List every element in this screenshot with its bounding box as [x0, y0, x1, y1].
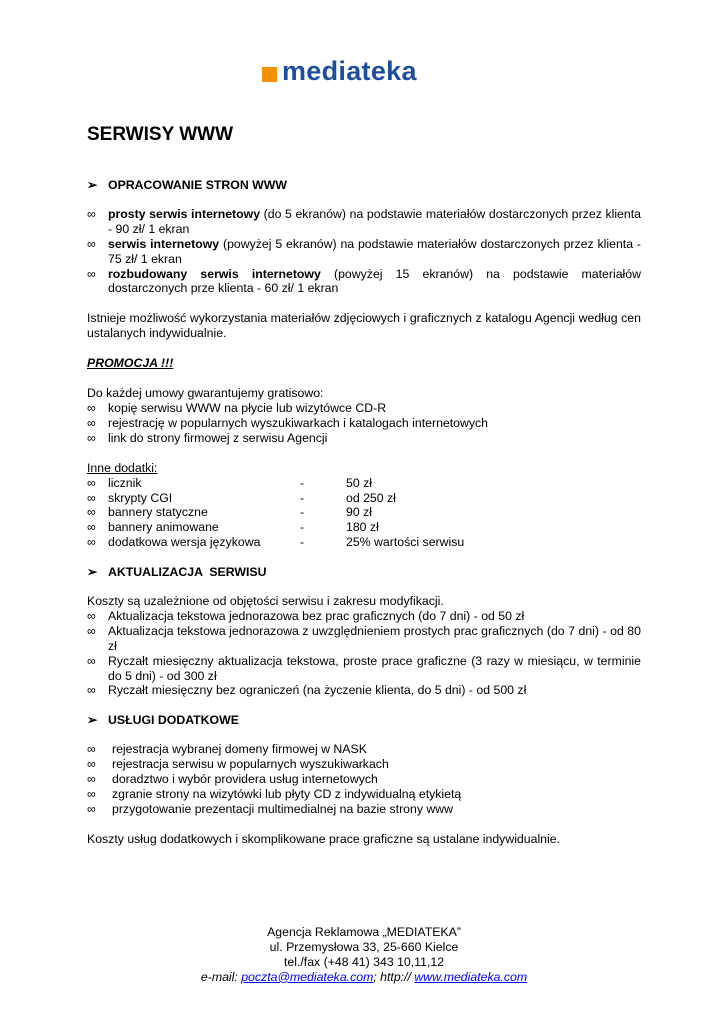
extra-name: skrypty CGI — [108, 490, 173, 505]
infinity-bullet-icon: ∞ — [87, 490, 96, 505]
infinity-bullet-icon: ∞ — [87, 475, 96, 490]
infinity-bullet-icon: ∞ — [87, 236, 96, 251]
footer-phone: tel./fax (+48 41) 343 10,11,12 — [283, 954, 445, 969]
extra-name: licznik — [108, 475, 142, 490]
logo-square-icon — [262, 67, 277, 82]
item-text: doradztwo i wybór providera usług internetowych — [112, 772, 378, 787]
infinity-bullet-icon: ∞ — [87, 535, 96, 550]
infinity-bullet-icon: ∞ — [87, 608, 96, 623]
free-intro: Do każdej umowy gwarantujemy gratisowo: — [87, 386, 324, 401]
infinity-bullet-icon: ∞ — [87, 772, 96, 787]
website-types-list — [87, 207, 641, 296]
extra-dash: - — [300, 505, 305, 520]
item-text: kopię serwisu WWW na płycie lub wizytówce CD-R — [108, 400, 387, 415]
item-text: Ryczałt miesięczny aktualizacja tekstowa, proste prace graficzne (3 razy w miesiącu, w terminie do 5 dni) - od 300 zł — [108, 653, 641, 683]
infinity-bullet-icon: ∞ — [87, 430, 96, 445]
extra-price: od 250 zł — [346, 490, 396, 505]
arrow-bullet-icon: ➢ — [87, 565, 98, 580]
infinity-bullet-icon: ∞ — [87, 757, 96, 772]
list-item — [87, 520, 641, 535]
extras-title: Inne dodatki: — [87, 460, 158, 475]
extra-price: 90 zł — [346, 505, 372, 520]
update-intro: Koszty są uzależnione od objętości serwisu i zakresu modyfikacji. — [87, 594, 444, 609]
infinity-bullet-icon: ∞ — [87, 653, 96, 668]
list-item — [87, 624, 641, 654]
catalog-paragraph: Istnieje możliwość wykorzystania materiałów zdjęciowych i graficznych z katalogu Agencji według cen ustalanych indywidualnie. — [87, 311, 641, 341]
list-item — [87, 416, 641, 431]
promo-label: PROMOCJA !!! — [87, 356, 174, 371]
item-text: przygotowanie prezentacji multimedialnej na bazie strony www — [112, 801, 454, 816]
footer-contact-line — [87, 970, 641, 985]
logo-text: mediateka — [282, 55, 417, 86]
infinity-bullet-icon: ∞ — [87, 206, 96, 221]
list-item — [87, 654, 641, 684]
infinity-bullet-icon: ∞ — [87, 623, 96, 638]
list-item — [87, 476, 641, 491]
list-item — [87, 401, 641, 416]
list-item — [87, 237, 641, 267]
section-heading-text: AKTUALIZACJA SERWISU — [108, 565, 267, 580]
list-item — [87, 683, 641, 698]
email-link[interactable]: poczta@mediateka.com — [241, 969, 374, 984]
extra-dash: - — [300, 490, 305, 505]
extra-price: 50 zł — [346, 475, 372, 490]
extra-name: dodatkowa wersja językowa — [108, 535, 261, 550]
item-text: (powyżej 15 ekranów) na podstawie materiałów dostarczonych prze klienta - 60 zł/ 1 ekran — [108, 266, 642, 296]
item-text: (do 5 ekranów) na podstawie materiałów dostarczonych przez klienta - 90 zł/ 1 ekran — [108, 206, 641, 236]
item-text: Aktualizacja tekstowa jednorazowa z uwzględnieniem prostych prac graficznych (do 7 dni) - od 80 zł — [108, 623, 641, 653]
infinity-bullet-icon: ∞ — [87, 801, 96, 816]
list-item — [87, 505, 641, 520]
mediateka-logo — [262, 56, 417, 86]
website-link[interactable]: www.mediateka.com — [414, 969, 528, 984]
infinity-bullet-icon: ∞ — [87, 787, 96, 801]
extra-price: 180 zł — [346, 520, 379, 535]
item-text: zgranie strony na wizytówki lub płyty CD z indywidualną etykietą — [112, 787, 462, 801]
item-text: rejestracja serwisu w popularnych wyszukiwarkach — [112, 757, 389, 772]
free-items-list — [87, 401, 641, 446]
item-bold-text: serwis internetowy — [108, 236, 220, 251]
footer-company: Agencja Reklamowa „MEDIATEKA” — [267, 925, 461, 939]
list-item — [87, 609, 641, 624]
list-item — [87, 207, 641, 237]
extra-name: bannery animowane — [108, 520, 219, 535]
list-item — [87, 742, 641, 757]
extra-dash: - — [300, 475, 305, 490]
infinity-bullet-icon: ∞ — [87, 415, 96, 430]
list-item — [87, 491, 641, 506]
extra-services-list — [87, 742, 641, 817]
section-heading-uslugi — [87, 713, 641, 728]
arrow-bullet-icon: ➢ — [87, 178, 98, 192]
list-item — [87, 431, 641, 446]
extra-name: bannery statyczne — [108, 505, 208, 520]
email-label: e-mail: — [200, 969, 242, 984]
item-text: (powyżej 5 ekranów) na podstawie materiałów dostarczonych przez klienta - 75 zł/ 1 ekran — [108, 236, 641, 266]
item-bold-text: prosty serwis internetowy — [108, 206, 261, 221]
item-text: Aktualizacja tekstowa jednorazowa bez prac graficznych (do 7 dni) - od 50 zł — [108, 608, 525, 623]
item-text: rejestrację w popularnych wyszukiwarkach i katalogach internetowych — [108, 415, 489, 430]
list-item — [87, 757, 641, 772]
footer — [87, 925, 641, 985]
infinity-bullet-icon: ∞ — [87, 742, 96, 757]
page-title: SERWISY WWW — [87, 124, 234, 145]
extra-price: 25% wartości serwisu — [346, 535, 465, 550]
item-text: link do strony firmowej z serwisu Agencji — [108, 430, 328, 445]
web-label: ; http:// — [373, 969, 415, 984]
section-heading-aktualizacja — [87, 565, 641, 580]
list-item — [87, 787, 641, 802]
list-item — [87, 802, 641, 817]
item-text: rejestracja wybranej domeny firmowej w NASK — [112, 742, 367, 757]
footer-address: ul. Przemysłowa 33, 25-660 Kielce — [269, 939, 459, 954]
list-item — [87, 267, 641, 297]
extra-dash: - — [300, 520, 305, 535]
item-bold-text: rozbudowany serwis internetowy — [108, 266, 321, 281]
infinity-bullet-icon: ∞ — [87, 520, 96, 535]
infinity-bullet-icon: ∞ — [87, 400, 96, 415]
infinity-bullet-icon: ∞ — [87, 266, 96, 281]
item-text: Ryczałt miesięczny bez ograniczeń (na życzenie klienta, do 5 dni) - od 500 zł — [108, 683, 527, 698]
closing-paragraph: Koszty usług dodatkowych i skomplikowane prace graficzne są ustalane indywidualnie. — [87, 831, 561, 846]
section-heading-opracowanie — [87, 178, 641, 193]
extra-dash: - — [300, 535, 305, 550]
infinity-bullet-icon: ∞ — [87, 683, 96, 698]
list-item — [87, 535, 641, 550]
section-heading-text: USŁUGI DODATKOWE — [108, 713, 239, 728]
update-list — [87, 609, 641, 698]
list-item — [87, 772, 641, 787]
section-heading-text: OPRACOWANIE STRON WWW — [108, 178, 287, 192]
extras-list — [87, 476, 641, 551]
arrow-bullet-icon: ➢ — [87, 713, 98, 728]
document-body — [87, 178, 641, 862]
infinity-bullet-icon: ∞ — [87, 505, 96, 520]
